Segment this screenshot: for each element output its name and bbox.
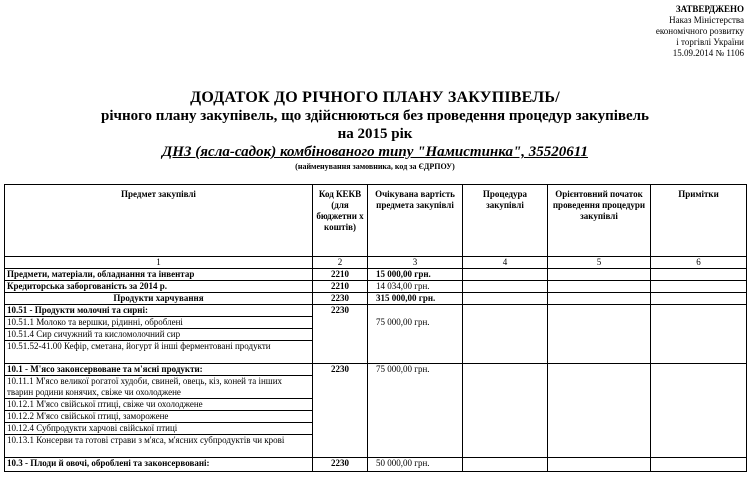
group-heading-row bbox=[5, 364, 747, 376]
empty-cell bbox=[651, 458, 747, 472]
document-title: ДОДАТОК ДО РІЧНОГО ПЛАНУ ЗАКУПІВЕЛЬ/ bbox=[190, 89, 560, 106]
approval-heading: ЗАТВЕРДЖЕНО bbox=[675, 4, 744, 14]
group-heading: 10.3 - Плоди й овочі, оброблені та законсервовані: bbox=[5, 458, 313, 472]
group-heading-row bbox=[5, 305, 747, 317]
row-kekv: 2210 bbox=[313, 269, 368, 281]
empty-cell bbox=[548, 364, 651, 458]
approval-date: 15.09.2014 № 1106 bbox=[672, 48, 744, 58]
column-number: 4 bbox=[463, 257, 548, 269]
empty-cell bbox=[548, 458, 651, 472]
row-kekv: 2230 bbox=[313, 293, 368, 305]
row-value: 15 000,00 грн. bbox=[368, 269, 463, 281]
empty-cell bbox=[548, 293, 651, 305]
row-subject: Кредиторська заборгованість за 2014 р. bbox=[5, 281, 313, 293]
approval-line: економічного розвитку bbox=[655, 26, 744, 36]
approval-line: Наказ Міністерства bbox=[669, 15, 744, 25]
plan-year: на 2015 рік bbox=[337, 126, 413, 142]
group-value bbox=[368, 305, 463, 364]
header-start: Орієнтовний початок проведення процедури закупівлі bbox=[548, 185, 651, 257]
column-number: 3 bbox=[368, 257, 463, 269]
group-item: 10.13.1 Консерви та готові страви з м'яса, м'ясних субпродуктів чи крові bbox=[5, 435, 313, 458]
group-heading: 10.51 - Продукти молочні та сирні: bbox=[5, 305, 313, 317]
row-value: 14 034,00 грн. bbox=[368, 281, 463, 293]
empty-cell bbox=[651, 293, 747, 305]
document-subtitle: річного плану закупівель, що здійснюються без проведення процедур закупівель bbox=[101, 108, 649, 124]
group-item: 10.12.4 Субпродукти харчові свійської птиці bbox=[5, 423, 313, 435]
group-item: 10.12.1 М'ясо свійської птиці, свіже чи охолоджене bbox=[5, 399, 313, 411]
customer-note: (найменування замовника, код за ЄДРПОУ) bbox=[295, 162, 455, 171]
procurement-table bbox=[4, 184, 747, 472]
empty-cell bbox=[651, 305, 747, 364]
group-heading: 10.1 - М'ясо законсервоване та м'ясні продукти: bbox=[5, 364, 313, 376]
approval-line: і торгівлі України bbox=[676, 37, 744, 47]
table-row bbox=[5, 281, 747, 293]
group-value-text: 75 000,00 грн. bbox=[376, 364, 430, 374]
group-kekv: 2230 bbox=[313, 458, 368, 472]
header-expected-value: Очікувана вартість предмета закупівлі bbox=[368, 185, 463, 257]
header-procedure: Процедура закупівлі bbox=[463, 185, 548, 257]
group-item: 10.51.52-41.00 Кефір, сметана, йогурт й інші ферментовані продукти bbox=[5, 341, 313, 364]
document-title-block bbox=[0, 88, 750, 172]
group-heading-row bbox=[5, 458, 747, 472]
customer-name: ДНЗ (ясла-садок) комбінованого типу "Намистинка", 35520611 bbox=[162, 144, 588, 160]
empty-cell bbox=[651, 281, 747, 293]
group-kekv: 2230 bbox=[313, 305, 368, 364]
group-value bbox=[368, 364, 463, 458]
column-number: 5 bbox=[548, 257, 651, 269]
header-kekv: Код КЕКВ (для бюджетни х коштів) bbox=[313, 185, 368, 257]
table-row bbox=[5, 293, 747, 305]
empty-cell bbox=[463, 281, 548, 293]
group-value: 50 000,00 грн. bbox=[368, 458, 463, 472]
column-number-row bbox=[5, 257, 747, 269]
empty-cell bbox=[548, 269, 651, 281]
group-kekv: 2230 bbox=[313, 364, 368, 458]
header-notes: Примітки bbox=[651, 185, 747, 257]
group-value-text: 75 000,00 грн. bbox=[376, 317, 430, 327]
header-subject: Предмет закупівлі bbox=[5, 185, 313, 257]
row-value: 315 000,00 грн. bbox=[368, 293, 463, 305]
empty-cell bbox=[463, 293, 548, 305]
empty-cell bbox=[463, 269, 548, 281]
row-kekv: 2210 bbox=[313, 281, 368, 293]
table-header-row bbox=[5, 185, 747, 257]
group-item: 10.51.4 Сир сичужний та кисломолочний сир bbox=[5, 329, 313, 341]
row-subject: Продукти харчування bbox=[5, 293, 313, 305]
empty-cell bbox=[651, 269, 747, 281]
table-row bbox=[5, 269, 747, 281]
empty-cell bbox=[651, 364, 747, 458]
group-item: 10.11.1 М'ясо великої рогатої худоби, свиней, овець, кіз, коней та інших тварин родини конячих, свіже чи охолоджене bbox=[5, 376, 313, 399]
approval-stamp bbox=[584, 4, 744, 59]
empty-cell bbox=[463, 364, 548, 458]
empty-cell bbox=[548, 281, 651, 293]
empty-cell bbox=[548, 305, 651, 364]
group-item: 10.12.2 М'ясо свійської птиці, заморожене bbox=[5, 411, 313, 423]
row-subject: Предмети, матеріали, обладнання та інвентар bbox=[5, 269, 313, 281]
group-item: 10.51.1 Молоко та вершки, рідинні, оброблені bbox=[5, 317, 313, 329]
empty-cell bbox=[463, 458, 548, 472]
empty-cell bbox=[463, 305, 548, 364]
column-number: 2 bbox=[313, 257, 368, 269]
column-number: 1 bbox=[5, 257, 313, 269]
column-number: 6 bbox=[651, 257, 747, 269]
